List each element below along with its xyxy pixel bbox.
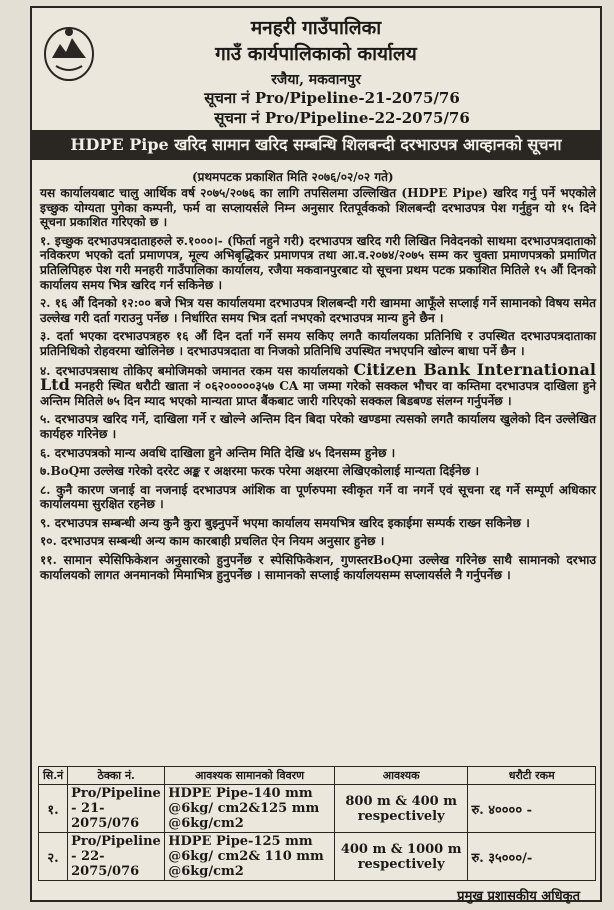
- notice-title-banner: HDPE Pipe खरिद सामान खरिद सम्बन्धि शिलबन्दी दरभाउपत्र आव्हानको सूचना: [32, 130, 600, 160]
- notice-number-1: सूचना नं Pro/Pipeline-21-2075/76: [204, 89, 460, 107]
- cell-contract: Pro/Pipeline - 21-2075/076: [68, 785, 165, 833]
- clause-2: २. १६ औं दिनको १२:०० बजे भित्र यस कार्यालयमा दरभाउपत्र शिलबन्दी गरी खाममा आफूँले सप्लाई गर्ने सामानको विषय समेत उल्लेख गरी दर्ता गराउनु पर्नेछ । निर्धारित समय भित्र दर्ता नभएको दरभाउपत्र मान्य हुने छैन ।: [40, 296, 596, 325]
- cell-deposit: रु. ३५०००/-: [468, 833, 596, 881]
- org-name: मनहरी गाउँपालिका: [250, 17, 382, 39]
- notice-number-2: सूचना नं Pro/Pipeline-22-2075/76: [214, 109, 470, 127]
- clause-8: ८. कुनै कारण जनाई वा नजनाई दरभाउपत्र आंशिक वा पूर्णरुपमा स्वीकृत गर्ने वा नगर्ने एवं सूचना रद्द गर्ने सम्पूर्ण अधिकार कार्यालयमा सुरक्षित रहनेछ ।: [40, 482, 596, 512]
- notice-body: [40, 186, 596, 586]
- header-deposit: धरौटी रकम: [468, 767, 596, 785]
- table-row: [39, 833, 596, 881]
- cell-quantity: 800 m & 400 m respectively: [334, 785, 468, 833]
- cell-quantity: 400 m & 1000 m respectively: [334, 833, 468, 881]
- clause-9: ९. दरभाउपत्र सम्बन्धी अन्य कुनै कुरा बुझ्नुपर्ने भएमा कार्यालय समयभित्र खरिद इकाईमा सम्पर्क राख्न सकिनेछ ।: [40, 515, 530, 530]
- clause-4: [40, 359, 597, 409]
- header-serial: सि.नं: [39, 767, 68, 785]
- cell-serial: २.: [39, 833, 68, 881]
- publication-date: (प्रथमपटक प्रकाशित मिति २०७६/०२/०२ गते): [192, 170, 394, 184]
- table-header-row: [39, 767, 596, 785]
- clause-4-end: मनहरी स्थित धरौटी खाता नं ०६२०००००३५७ CA मा जम्मा गरेको सक्कल भौचर वा कम्तिमा दरभाउपत्र दाखिला हुने अन्तिम मितिले ७५ दिन म्याद भएको मान्यता प्राप्त बैंकबाट जारी गरिएको सक्कल बिडबण्ड संलग्न गर्नुपर्नेछ ।: [40, 379, 596, 408]
- items-table: [38, 766, 596, 881]
- header-contract: ठेक्का नं.: [68, 767, 165, 785]
- clause-4-start: ४. दरभाउपत्रसाथ तोकिए बमोजिमको जमानत रकम यस कार्यालयको: [40, 363, 349, 378]
- cell-description: HDPE Pipe-140 mm @6kg/ cm2&125 mm @6kg/cm2: [165, 785, 335, 833]
- clause-5: ५. दरभाउपत्र खरिद गर्ने, दाखिला गर्ने र खोल्ने अन्तिम दिन बिदा परेको खण्डमा त्यसको लगतै कार्यालय खुलेको दिन उल्लेखित कार्यहरु गरिनेछ ।: [40, 412, 596, 441]
- office-address: रजैया, मकवानपुर: [271, 72, 361, 88]
- header-description: आवश्यक सामानको विवरण: [165, 767, 335, 785]
- clause-1: १. इच्छुक दरभाउपत्रदाताहरुले रु.१०००।- (फिर्ता नहुने गरी) दरभाउपत्र खरिद गरी लिखित निवेदनको साथमा दरभाउपत्रदाताको नविकरण भएको दर्ता प्रमाणपत्र, मूल्य अभिबृद्धिकर प्रमाणपत्र तथा आ.व.२०७४/२०७५ सम्म कर चुक्ता प्रमाणपत्रको प्रमाणित प्रतिलिपिहरु पेश गरी मनहरी गाउँपालिका कार्यालय, रजैया मकवानपुरबाट यो सूचना प्रथम पटक प्रकाशित मितिले १५ औं दिनको कार्यालय समय भित्र खरिद गर्न सकिनेछ ।: [40, 233, 596, 292]
- office-name: गाउँ कार्यपालिकाको कार्यालय: [215, 43, 417, 65]
- clause-6: ६. दरभाउपत्रको मान्य अवधि दाखिला हुने अन्तिम मिति देखि ४५ दिनसम्म हुनेछ ।: [40, 445, 396, 460]
- cell-serial: १.: [39, 785, 68, 833]
- clause-3: ३. दर्ता भएका दरभाउपत्रहरु १६ औं दिन दर्ता गर्ने समय सकिए लगतै कार्यालयका प्रतिनिधि र उपस्थित दरभाउपत्रदाताका प्रतिनिधिको रोहवरमा खोलिनेछ । दरभाउपत्रदाता वा निजको प्रतिनिधि उपस्थित नभएपनि खोल्न बाधा पर्ने छैन ।: [40, 329, 596, 358]
- cell-description: HDPE Pipe-125 mm @6kg/ cm2& 110 mm @6kg/cm2: [165, 833, 335, 881]
- signature-title: प्रमुख प्रशासकीय अधिकृत: [457, 889, 580, 904]
- intro-paragraph: यस कार्यालयबाट चालु आर्थिक वर्ष २०७५/२०७६ का लागि तपसिलमा उल्लिखित (HDPE Pipe) खरिद गर्नु पर्ने भएकोले इच्छुक योग्यता पुगेका कम्पनी, फर्म वा सप्लायर्सले निम्न अनुसार रितपूर्वकको शिलबन्दी दरभाउपत्र पेश गर्नुहुन यो १५ दिने सूचना प्रकाशित गरिएको छ ।: [40, 186, 596, 230]
- clause-11: ११. सामान स्पेसिफिकेशन अनुसारको हुनुपर्नेछ र स्पेसिफिकेशन, गुणस्तरBoQमा उल्लेख गरिनेछ साथै सामानको दरभाउ कार्यालयको लागत अनमानको मिमाभित्र हुनुपर्नेछ । सामानको सप्लाई कार्यालयसम्म सप्लायर्सले नै गर्नुपर्नेछ ।: [40, 553, 596, 582]
- header-quantity: आवश्यक: [334, 767, 468, 785]
- cell-deposit: रु. ४०००० -: [468, 785, 596, 833]
- notice-header: [32, 8, 600, 130]
- bank-name: Citizen Bank International Ltd: [40, 359, 597, 395]
- table-row: [39, 785, 596, 833]
- tender-notice: [30, 6, 602, 902]
- clause-10: १०. दरभाउपत्र सम्बन्धी अन्य काम कारबाही प्रचलित ऐन नियम अनुसार हुनेछ ।: [40, 534, 385, 549]
- cell-contract: Pro/Pipeline - 22-2075/076: [68, 833, 165, 881]
- clause-7: ७.BoQमा उल्लेख गरेको दररेट अङ्क र अक्षरमा फरक परेमा अक्षरमा लेखिएकोलाई मान्यता दिईनेछ ।: [40, 464, 480, 479]
